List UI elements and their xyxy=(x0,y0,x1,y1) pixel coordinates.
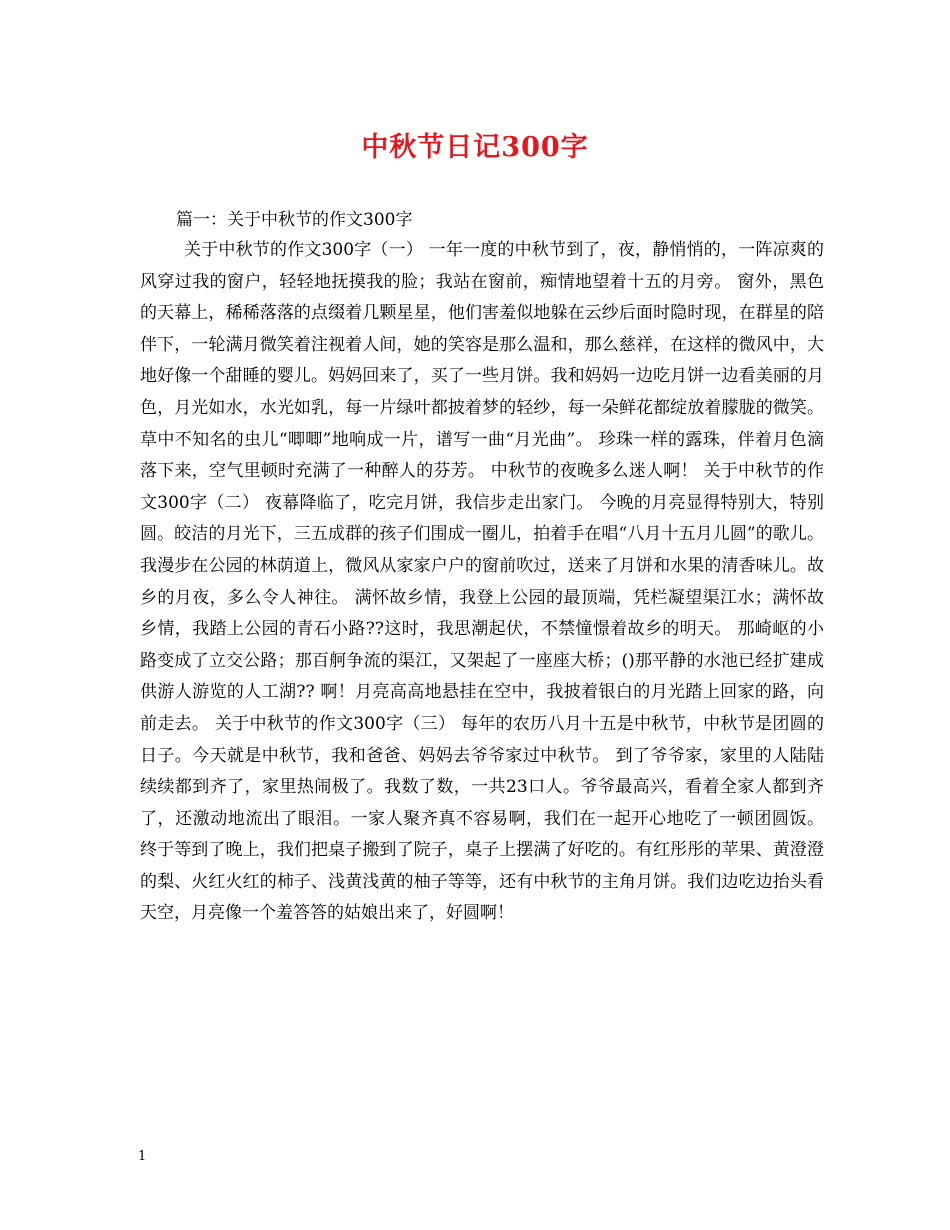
document-title: 中秋节日记300字 xyxy=(361,132,589,163)
body-paragraph: 关于中秋节的作文300字（一） 一年一度的中秋节到了，夜，静悄悄的，一阵凉爽的风穿过我的窗户，轻轻地抚摸我的脸；我站在窗前，痴情地望着十五的月旁。 窗外，黑色的天幕上，稀稀落落的点缀着几颗星星，他们害羞似地躲在云纱后面时隐时现，在群星的陪伴下，一轮满月微笑着注视着人间，她的笑容是那么温和，那么慈祥，在这样的微风中，大地好像一个甜睡的婴儿。妈妈回来了，买了一些月饼。我和妈妈一边吃月饼一边看美丽的月色，月光如水，水光如乳，每一片绿叶都披着梦的轻纱，每一朵鲜花都绽放着朦胧的微笑。草中不知名的虫儿“唧唧”地响成一片，谱写一曲“月光曲”。 珍珠一样的露珠，伴着月色滴落下来，空气里顿时充满了一种醉人的芬芳。 中秋节的夜晚多么迷人啊！ 关于中秋节的作文300字（二） 夜幕降临了，吃完月饼，我信步走出家门。 今晚的月亮显得特别大，特别圆。皎洁的月光下，三五成群的孩子们围成一圈儿，拍着手在唱“八月十五月儿圆”的歌儿。 我漫步在公园的林荫道上，微风从家家户户的窗前吹过，送来了月饼和水果的清香味儿。故乡的月夜，多么令人神往。 满怀故乡情，我登上公园的最顶端，凭栏凝望渠江水；满怀故乡情，我踏上公园的青石小路??这时，我思潮起伏，不禁憧憬着故乡的明天。 那崎岖的小路变成了立交公路；那百舸争流的渠江，又架起了一座座大桥；()那平静的水池已经扩建成供游人游览的人工湖?? 啊！月亮高高地悬挂在空中，我披着银白的月光踏上回家的路，向前走去。 关于中秋节的作文300字（三） 每年的农历八月十五是中秋节，中秋节是团圆的日子。今天就是中秋节，我和爸爸、妈妈去爷爷家过中秋节。 到了爷爷家，家里的人陆陆续续都到齐了，家里热闹极了。我数了数，一共23口人。爷爷最高兴，看着全家人都到齐了，还激动地流出了眼泪。一家人聚齐真不容易啊，我们在一起开心地吃了一顿团圆饭。 终于等到了晚上，我们把桌子搬到了院子，桌子上摆满了好吃的。有红彤彤的苹果、黄澄澄的梨、火红火红的柿子、浅黄浅黄的柚子等等，还有中秋节的主角月饼。我们边吃边抬头看天空，月亮像一个羞答答的姑娘出来了，好圆啊！ xyxy=(140,240,824,924)
page-number: 1 xyxy=(138,1149,147,1164)
section-heading: 篇一：关于中秋节的作文300字 xyxy=(176,210,413,230)
